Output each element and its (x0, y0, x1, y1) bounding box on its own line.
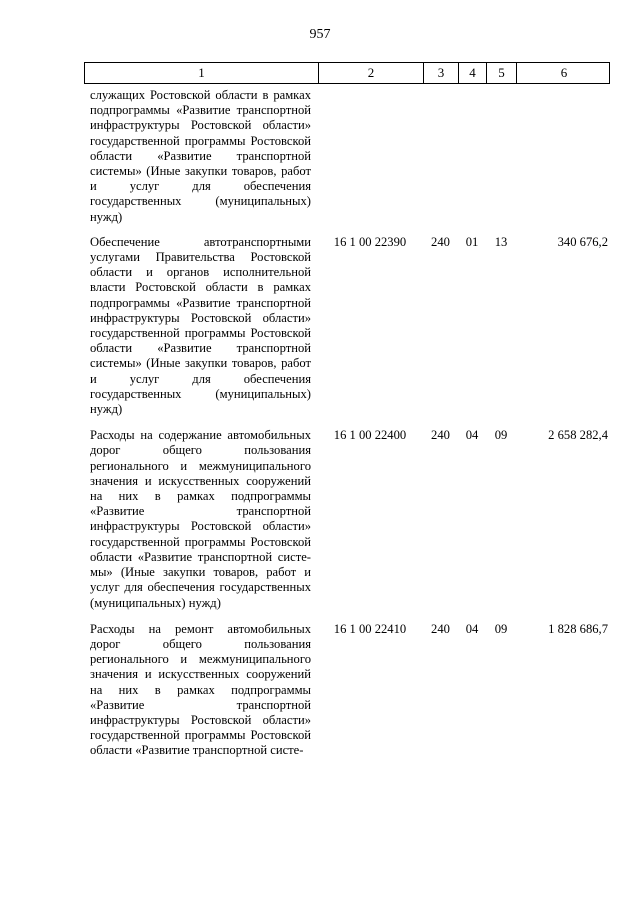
row-sum: 2 658 282,4 (548, 428, 608, 443)
row-rz: 04 (465, 428, 479, 443)
table-header (84, 62, 610, 84)
header-col-6: 6 (560, 65, 568, 80)
table-row (84, 622, 610, 759)
table-row (84, 235, 610, 417)
page-number: 957 (309, 27, 331, 42)
row-pr: 09 (494, 621, 508, 636)
row-code: 16 1 00 22410 (333, 621, 407, 636)
row-rz: 04 (465, 621, 479, 636)
row-description: Расходы на ремонт автомобильных дорог общего пользования регионального и межмуниципального значения и искусственных сооружений на них в рамках подпрограммы «Развитие транспортной инфраструктуры Ростовской области» государственной программы Ростовской области «Развитие транспортной систе- (90, 621, 311, 758)
row-vr: 240 (431, 621, 450, 636)
header-col-1: 1 (85, 63, 319, 83)
row-description: Расходы на содержание автомобильных дорог общего пользования регионального и межмуниципального значения и искусственных сооружений на них в рамках подпрограммы «Развитие транспортной инфраструктуры Ростовской области» государственной программы Ростовской области «Развитие транспортной системы» (Иные закупки товаров, работ и услуг для обеспечения государственных (муниципальных) нужд) (90, 428, 311, 610)
row-description: служащих Ростовской области в рамках подпрограммы «Развитие транспортной инфраструктуры Ростовской области» государственной программы Ростовской области «Развитие транспортной системы» (Иные закупки товаров, работ и услуг для обеспечения государственных (муниципальных) нужд) (90, 88, 311, 224)
header-col-2: 2 (319, 63, 424, 83)
header-col-3: 3 (424, 63, 459, 83)
row-vr: 240 (431, 234, 450, 249)
row-sum: 1 828 686,7 (548, 621, 608, 636)
row-vr: 240 (431, 428, 450, 443)
row-code: 16 1 00 22390 (333, 234, 407, 249)
row-sum: 340 676,2 (557, 234, 608, 249)
table-row (84, 88, 610, 225)
row-pr: 13 (494, 234, 508, 249)
row-description: Обеспечение автотранспортными услугами Правительства Ростовской области и органов исполнительной власти Ростовской области в рамках подпрограммы «Развитие транспортной инфраструктуры Ростовской области» государственной программы Ростовской области «Развитие транспортной системы» (Иные закупки товаров, работ и услуг для обеспечения государственных (муниципальных) нужд) (90, 234, 311, 417)
row-rz: 01 (465, 234, 479, 249)
budget-table (84, 62, 610, 759)
row-code: 16 1 00 22400 (333, 428, 407, 443)
row-pr: 09 (494, 428, 508, 443)
header-col-5: 5 (487, 63, 517, 83)
table-body (84, 88, 610, 759)
header-col-4: 4 (459, 63, 487, 83)
table-row (84, 428, 610, 610)
